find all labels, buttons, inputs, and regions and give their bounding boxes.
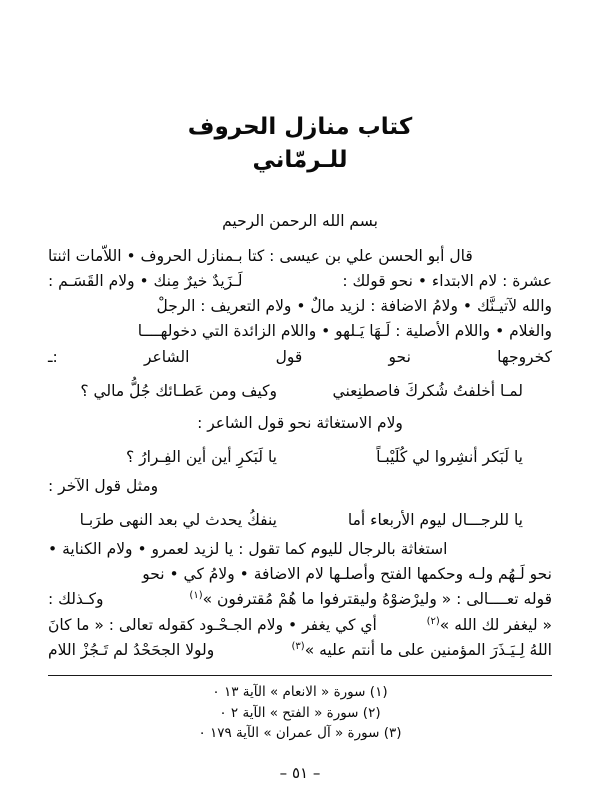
footnote-list (48, 682, 552, 744)
paragraph-one-line-2: عشرة : لام الابتداء • نحو قولك : لَـزَيدٌ خيرٌ مِنك • ولام القَسَـم : (48, 272, 552, 291)
verse-two-hemistich-a: يا لَبَكر أنشِروا لي كُلَيْبـاً (376, 447, 523, 466)
verse-one-hemistich-b: وكيف ومن عَطـائك جُلُّ مالي ؟ (80, 381, 277, 400)
verse-three (48, 508, 552, 533)
footnote-text: سورة « الفتح » الآية ٢ ٠ (219, 704, 359, 721)
paragraph-two-line-2: نحو لَـهُم ولـه وحكمها الفتح وأصلـها لام الاضافة • ولامُ كي • نحو (142, 565, 552, 584)
lead-line-one: ولام الاستغاثة نحو قول الشاعر : (197, 413, 403, 432)
paragraph-one-line-4: والغلام • واللام الأصلية : لَـهَا يَـلهو • واللام الزائدة التي دخولهــــا (137, 322, 552, 341)
footnotes-section (48, 675, 552, 744)
footnote-separator (48, 675, 552, 676)
footnote-marker: (٣) (383, 725, 402, 742)
verse-two (48, 445, 552, 470)
paragraph-two-line-5: اللهُ لِـيَـذَرَ المؤمنين على ما أنتم عليه »$^{(٣)}$ ولولا الجحَحْدُ لم تَـجُزْ اللام (48, 640, 552, 659)
footnote-item (48, 682, 552, 703)
basmala: بسم الله الرحمن الرحيم (222, 212, 378, 231)
footnote-ref-1: (١) (189, 590, 203, 602)
page-number: – ٥١ – (279, 764, 321, 782)
verse-two-hemistich-b: يا لَبَكرِ أين أين الفِـرارُ ؟ (125, 447, 277, 466)
footnote-text: سورة « الانعام » الآية ١٣ ٠ (212, 684, 366, 701)
book-title: كتاب منازل الحروف (187, 114, 413, 140)
verse-one (48, 379, 552, 404)
paragraph-two-line-1: استغاثة بالرجال لليوم كما تقول : يا لزيد لعمرو • ولام الكناية • (48, 540, 448, 559)
footnote-marker: (١) (369, 684, 388, 701)
verse-three-hemistich-a: يا للرجـــال ليوم الأربعاء أما (347, 511, 523, 530)
book-author: للـرمّاني (252, 147, 348, 174)
footnote-item (48, 723, 552, 744)
verse-three-hemistich-b: ينفكُ يحدث لي بعد النهى طرَبـا (79, 511, 277, 530)
footnote-item (48, 703, 552, 724)
paragraph-one-line-1: قال أبو الحسن علي بن عيسى : كتا بـمنازل الحروف • اللاّمات اثنتا (48, 247, 473, 266)
body-text (48, 244, 552, 663)
verse-one-hemistich-a: لمـا أخلفتُ شُكركَ فاصطنِعني (332, 381, 523, 400)
footnote-marker: (٢) (362, 704, 381, 721)
paragraph-one-line-3: والله لآتيـنَّك • ولامُ الاضافة : لزيد مالٌ • ولام التعريف : الرجلْ (156, 297, 552, 316)
footnote-text: سورة « آل عمران » الآية ١٧٩ ٠ (198, 725, 380, 742)
footnote-ref-2: (٢) (426, 615, 440, 627)
paragraph-one (48, 244, 552, 370)
paragraph-two (48, 537, 552, 663)
paragraph-two-line-4: « ليغفر لك الله »$^{(٢)}$ أي كي يغفر • ولام الجـحْـود كقوله تعالى : « ما كانَ (48, 615, 552, 634)
paragraph-two-line-3: قوله تعــــالى : « وليرْضوْهُ وليقترفوا ما هُمْ مُقترفون »$^{(١)}$ وكـذلك : (48, 590, 552, 609)
lead-line-two: ومثل قول الآخر : (48, 476, 159, 495)
title-block (48, 0, 552, 176)
footnote-ref-3: (٣) (291, 640, 305, 652)
paragraph-one-line-5: كخروجها نحو قول الشاعر :ـ (48, 347, 552, 366)
